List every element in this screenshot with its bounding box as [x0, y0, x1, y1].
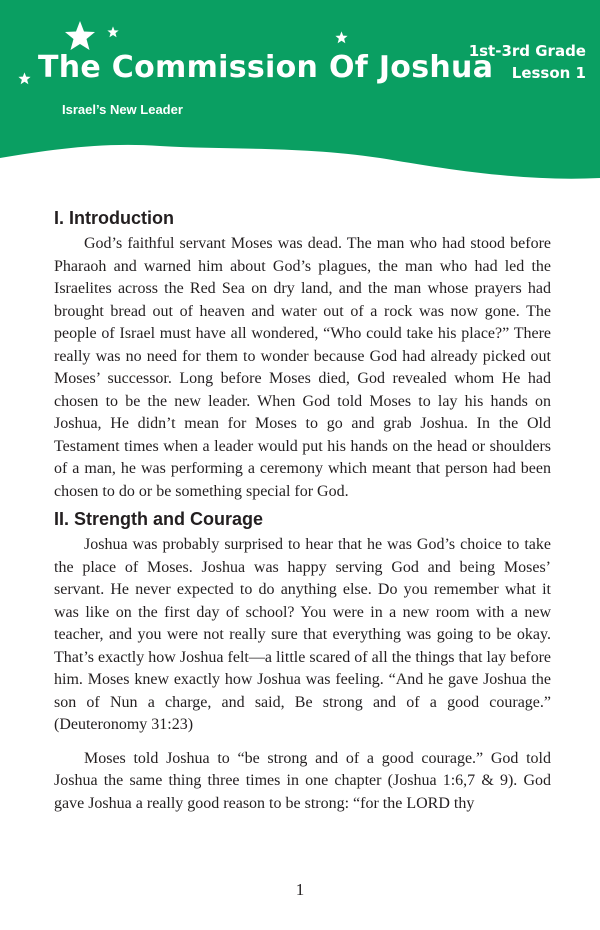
- page-subtitle: Israel’s New Leader: [62, 102, 183, 117]
- lesson-content: [54, 208, 551, 815]
- section-heading: II. Strength and Courage: [54, 509, 264, 529]
- star-icon-small: [335, 31, 348, 44]
- paragraph: Joshua was probably surprised to hear that he was God’s choice to take the place of Moses. Joshua was happy serving God and being Moses’ servant. He never expected to do anything else. Do you remember what it was like on the first day of school? You were in a new room with a new teacher, and you were not really sure that everything was going to be okay. That’s exactly how Joshua felt—a little scared of all the things that lay before him. Moses knew exactly how Joshua was feeling. “And he gave Joshua the son of Nun a charge, and said, Be strong and of a good courage.” (Deuteronomy 31:23): [54, 536, 551, 733]
- paragraph: Moses told Joshua to “be strong and of a good courage.” God told Joshua the same thing three times in one chapter (Joshua 1:6,7 & 9). God gave Joshua a really good reason to be strong: “for the LORD thy: [54, 749, 551, 812]
- star-icon-large: [64, 20, 96, 52]
- star-icon-small: [107, 26, 119, 38]
- page-title: The Commission Of Joshua: [38, 50, 494, 85]
- lesson-label: Lesson 1: [511, 64, 586, 82]
- grade-lesson-label: [469, 40, 586, 84]
- grade-label: 1st-3rd Grade: [468, 42, 586, 60]
- paragraph: God’s faithful servant Moses was dead. The man who had stood before Pharaoh and warned him about God’s plagues, the man who had led the Israelites across the Red Sea on dry land, and the man whose prayers had brought bread out of heaven and water out of a rock was now gone. The people of Israel must have all wondered, “Who could take his place?” There really was no need for them to wonder because God had already picked out Moses’ successor. Long before Moses died, God revealed whom He had chosen to be the new leader. When God told Moses to lay his hands on Joshua, He didn’t mean for Moses to go and grab Joshua. In the Old Testament times when a leader would put his hands on the head or shoulders of a man, he was performing a ceremony which meant that person had been chosen to do or be something special for God.: [54, 235, 551, 500]
- section-heading: I. Introduction: [54, 208, 174, 228]
- header-banner: [0, 0, 600, 190]
- page-number: 1: [295, 880, 305, 899]
- star-icon-small: [18, 72, 31, 85]
- section-introduction: [54, 208, 551, 503]
- section-strength-and-courage: [54, 509, 551, 815]
